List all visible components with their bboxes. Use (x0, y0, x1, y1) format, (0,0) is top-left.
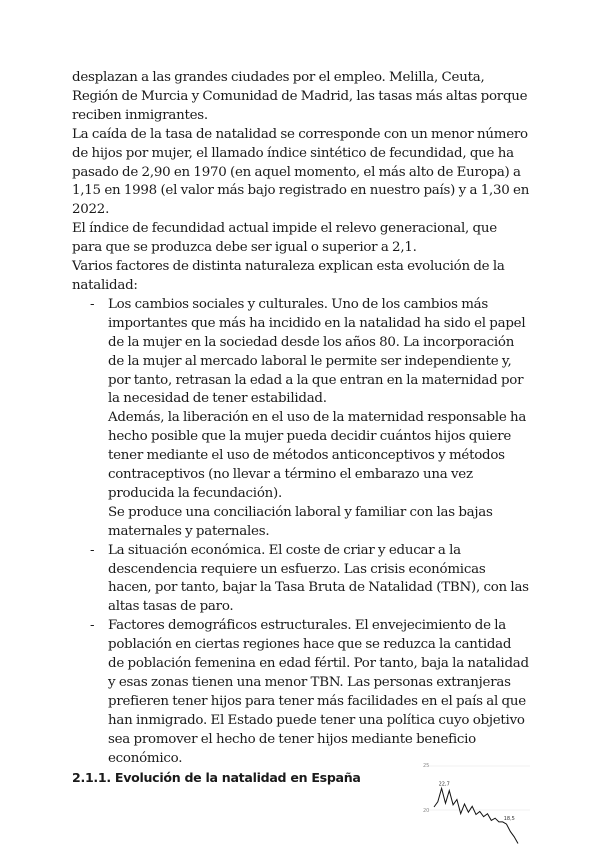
list-dash: - (90, 618, 95, 634)
natality-chart (420, 757, 530, 848)
data-label: 22,7 (438, 781, 450, 788)
list-item (72, 542, 530, 618)
list-dash: - (90, 542, 95, 558)
document-page (72, 69, 530, 787)
list-item (72, 617, 530, 768)
y-tick-label: 25 (423, 763, 430, 769)
list-paragraph: Se produce una conciliación laboral y familiar con las bajas maternales y paternales. (108, 504, 493, 539)
list-dash: - (90, 296, 95, 312)
paragraph: Varios factores de distinta naturaleza explican esta evolución de la natalidad: (72, 259, 505, 293)
paragraph: El índice de fecundidad actual impide el relevo generacional, que para que se produzca debe ser igual o superior a 2,1. (72, 221, 497, 256)
section-heading: 2.1.1. Evolución de la natalidad en España (72, 769, 361, 785)
paragraph: desplazan a las grandes ciudades por el empleo. Melilla, Ceuta, Región de Murcia y Comunidad de Madrid, las tasas más altas porque reciben inmigrantes. (72, 70, 528, 123)
list-paragraph: La situación económica. El coste de criar y educar a la descendencia requiere un esfuerzo. Las crisis económicas hacen, por tanto, bajar la Tasa Bruta de Natalidad (TBN), con las altas tasas de paro. (108, 542, 529, 615)
list-paragraph: Factores demográficos estructurales. El envejecimiento de la población en ciertas regiones hace que se reduzca la cantidad de población femenina en edad fértil. Por tanto, baja la natalidad y esas zonas tienen una menor TBN. Las personas extranjeras prefieren tener hijos para tener más facilidades en el país al que han inmigrado. El Estado puede tener una política cuyo objetivo sea promover el hecho de tener hijos mediante beneficio económico. (108, 618, 529, 766)
y-tick-label: 20 (423, 808, 430, 814)
list-item (72, 296, 530, 542)
data-label: 18,5 (503, 815, 515, 822)
list-paragraph: Además, la liberación en el uso de la maternidad responsable ha hecho posible que la mujer pueda decidir cuántos hijos quiere tener mediante el uso de métodos anticonceptivos y métodos contraceptivos (no llevar a término el embarazo una vez producida la fecundación). (108, 410, 527, 501)
list-paragraph: Los cambios sociales y culturales. Uno de los cambios más importantes que más ha incidido en la natalidad ha sido el papel de la mujer en la sociedad desde los años 80. La incorporación de la mujer al mercado laboral le permite ser independiente y, por tanto, retrasan la edad a la que entran en la maternidad por la necesidad de tener estabilidad. (108, 296, 526, 407)
factor-list (72, 296, 530, 769)
chart-svg (420, 757, 530, 848)
paragraph: La caída de la tasa de natalidad se corresponde con un menor número de hijos por mujer, el llamado índice sintético de fecundidad, que ha pasado de 2,90 en 1970 (en aquel momento, el más alto de Europa) a 1,15 en 1998 (el valor más bajo registrado en nuestro país) y a 1,30 en 2022. (72, 126, 530, 218)
